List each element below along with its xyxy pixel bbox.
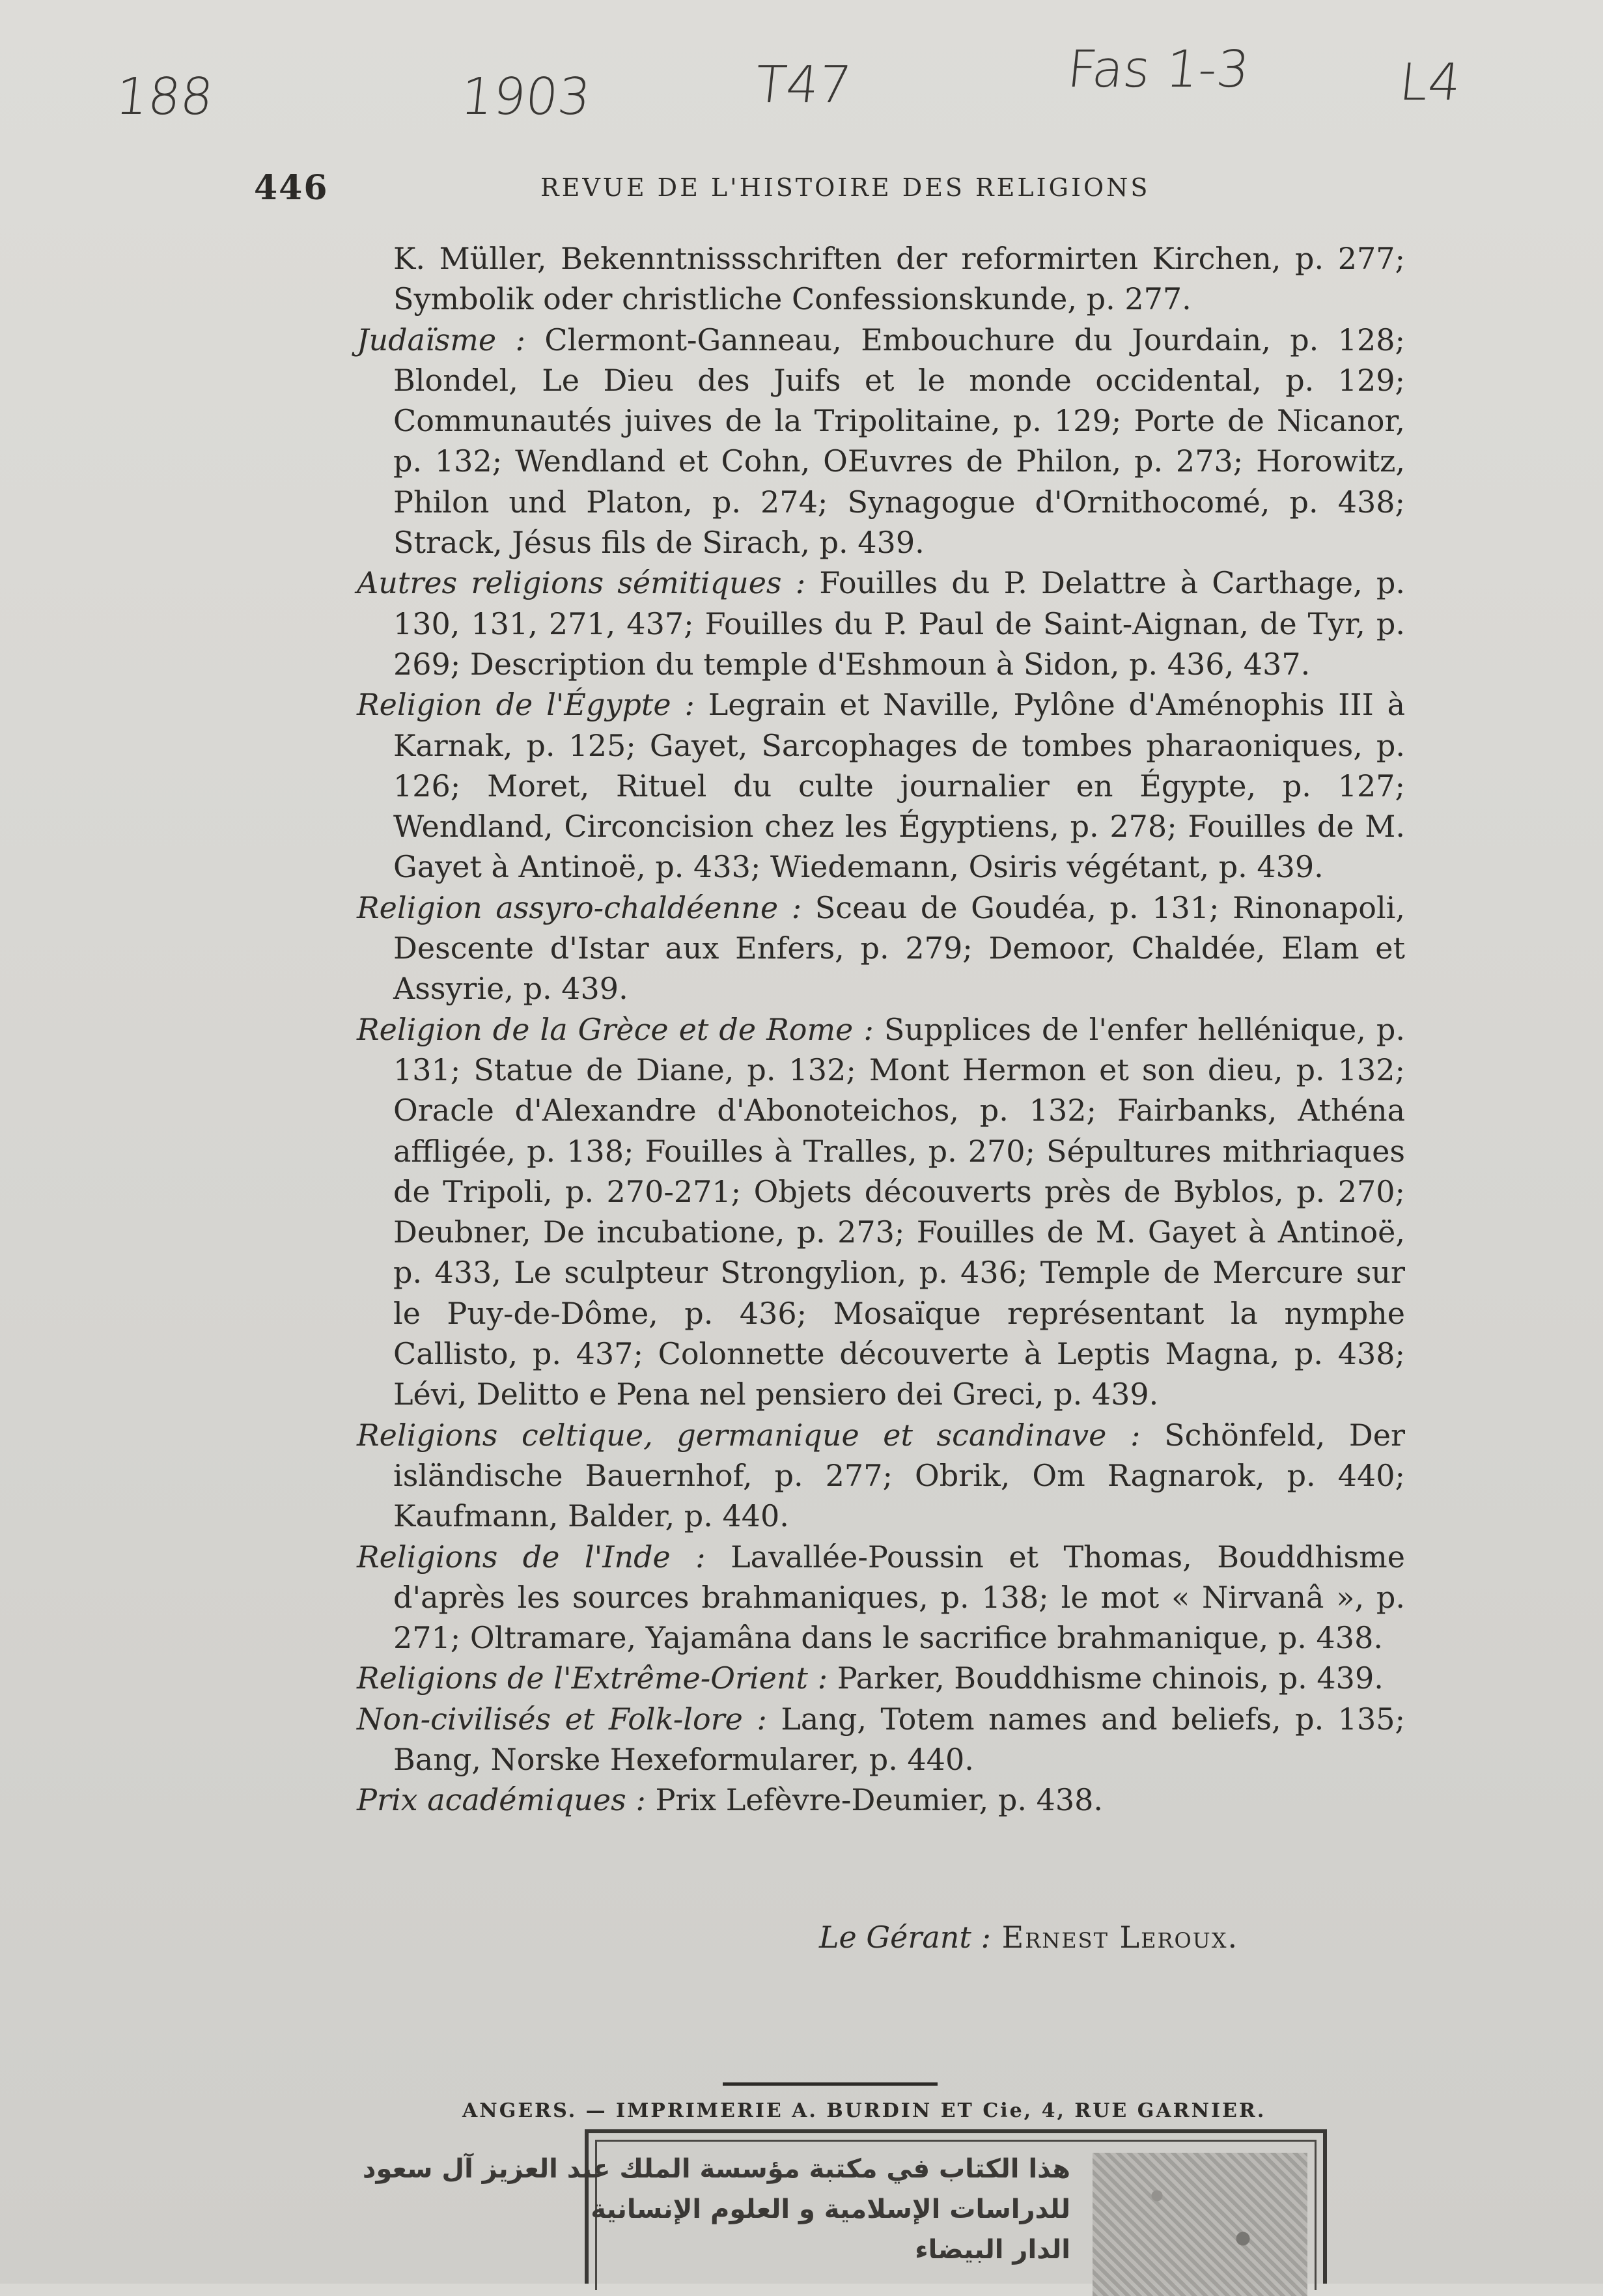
entry-text: Fouilles du P. Delattre à Carthage, p. 130, 131, 271, 437; Fouilles du P. Paul de Saint-Aignan, de Tyr, p. 269; Description du temple d'Eshmoun à Sidon, p. 436, 437. xyxy=(393,565,1405,682)
index-entry xyxy=(357,563,1405,684)
entry-label: Autres religions sémitiques : xyxy=(357,565,806,601)
index-entry xyxy=(357,1009,1405,1415)
handwritten-note-2: 1903 xyxy=(458,68,594,126)
entry-label: Religions de l'Extrême-Orient : xyxy=(357,1660,828,1696)
stamp-seal-image xyxy=(1093,2153,1307,2296)
entry-label: Judaïsme : xyxy=(357,322,525,357)
running-title: REVUE DE L'HISTOIRE DES RELIGIONS xyxy=(540,173,1150,202)
running-head xyxy=(254,168,1426,214)
entry-text: Parker, Bouddhisme chinois, p. 439. xyxy=(828,1660,1384,1696)
signature-name: Ernest Leroux. xyxy=(991,1920,1239,1955)
entry-text: Prix Lefèvre-Deumier, p. 438. xyxy=(645,1782,1104,1818)
entry-label: Religions celtique, germanique et scandinave : xyxy=(357,1417,1141,1453)
handwritten-note-3: T47 xyxy=(752,56,854,115)
stamp-line: هذا الكتاب في مكتبة مؤسسة الملك عبد العزيز آل سعود xyxy=(362,2154,1070,2184)
printer-line: ANGERS. — IMPRIMERIE A. BURDIN ET Cie, 4, RUE GARNIER. xyxy=(462,2099,1266,2122)
index-entry xyxy=(357,1699,1405,1780)
stamp-line: الدار البيضاء xyxy=(915,2235,1070,2265)
handwritten-note-5: L4 xyxy=(1397,53,1464,112)
entry-label: Religion de l'Égypte : xyxy=(357,687,695,723)
entry-text: Clermont-Ganneau, Embouchure du Jourdain, p. 128; Blondel, Le Dieu des Juifs et le monde occidental, p. 129; Communautés juives de la Tripolitaine, p. 129; Porte de Nicanor, p. 132; Wendland et Cohn, OEuvres de Philon, p. 273; Horowitz, Philon und Platon, p. 274; Synagogue d'Ornithocomé, p. 438; Strack, Jésus fils de Sirach, p. 439. xyxy=(393,322,1405,561)
stamp-text xyxy=(362,2149,1070,2270)
stamp-line: للدراسات الإسلامية و العلوم الإنسانية xyxy=(591,2194,1070,2224)
index-entry xyxy=(357,684,1405,887)
index-entry xyxy=(357,238,1405,320)
index-entry xyxy=(357,1658,1405,1698)
index-entry xyxy=(357,1780,1405,1820)
library-stamp xyxy=(362,2129,1327,2284)
entry-text: Supplices de l'enfer hellénique, p. 131; Statue de Diane, p. 132; Mont Hermon et son dieu, p. 132; Oracle d'Alexandre d'Abonoteichos, p. 132; Fairbanks, Athéna affligée, p. 138; Fouilles à Tralles, p. 270; Sépultures mithriaques de Tripoli, p. 270-271; Objets découverts près de Byblos, p. 270; Deubner, De incubatione, p. 273; Fouilles de M. Gayet à Antinoë, p. 433, Le sculpteur Strongylion, p. 436; Temple de Mercure sur le Puy-de-Dôme, p. 436; Mosaïque représentant la nymphe Callisto, p. 437; Colonnette découverte à Leptis Magna, p. 438; Lévi, Delitto e Pena nel pensiero dei Greci, p. 439. xyxy=(393,1011,1405,1412)
index-entry xyxy=(357,888,1405,1009)
entry-label: Religions de l'Inde : xyxy=(357,1539,706,1575)
page-number: 446 xyxy=(254,168,329,208)
handwritten-note-1: 188 xyxy=(113,68,216,126)
entry-text: Legrain et Naville, Pylône d'Aménophis III à Karnak, p. 125; Gayet, Sarcophages de tombes pharaoniques, p. 126; Moret, Rituel du culte journalier en Égypte, p. 127; Wendland, Circoncision chez les Égyptiens, p. 278; Fouilles de M. Gayet à Antinoë, p. 433; Wiedemann, Osiris végétant, p. 439. xyxy=(393,687,1405,885)
entry-text: K. Müller, Bekenntnissschriften der reformirten Kirchen, p. 277; Symbolik oder christliche Confessionskunde, p. 277. xyxy=(393,241,1405,317)
entry-text: Lang, Totem names and beliefs, p. 135; Bang, Norske Hexeformularer, p. 440. xyxy=(393,1701,1405,1777)
entry-text: Lavallée-Poussin et Thomas, Bouddhisme d'après les sources brahmaniques, p. 138; le mot « Nirvanâ », p. 271; Oltramare, Yajamâna dans le sacrifice brahmanique, p. 438. xyxy=(393,1539,1405,1656)
index-body xyxy=(357,238,1405,1821)
entry-text: Schönfeld, Der isländische Bauernhof, p. 277; Obrik, Om Ragnarok, p. 440; Kaufmann, Balder, p. 440. xyxy=(393,1417,1405,1534)
index-entry xyxy=(357,1537,1405,1659)
entry-text: Sceau de Goudéa, p. 131; Rinonapoli, Descente d'Istar aux Enfers, p. 279; Demoor, Chaldée, Elam et Assyrie, p. 439. xyxy=(393,889,1405,1007)
divider xyxy=(723,2082,938,2086)
entry-label: Prix académiques : xyxy=(357,1782,646,1818)
entry-label: Religion de la Grèce et de Rome : xyxy=(357,1011,874,1047)
signature-label: Le Gérant : xyxy=(819,1920,992,1955)
entry-label: Non-civilisés et Folk-lore : xyxy=(357,1701,767,1737)
signature xyxy=(819,1920,1238,1955)
handwritten-note-4: Fas 1-3 xyxy=(1065,40,1253,99)
index-entry xyxy=(357,320,1405,563)
index-entry xyxy=(357,1415,1405,1537)
entry-label: Religion assyro-chaldéenne : xyxy=(357,889,802,925)
